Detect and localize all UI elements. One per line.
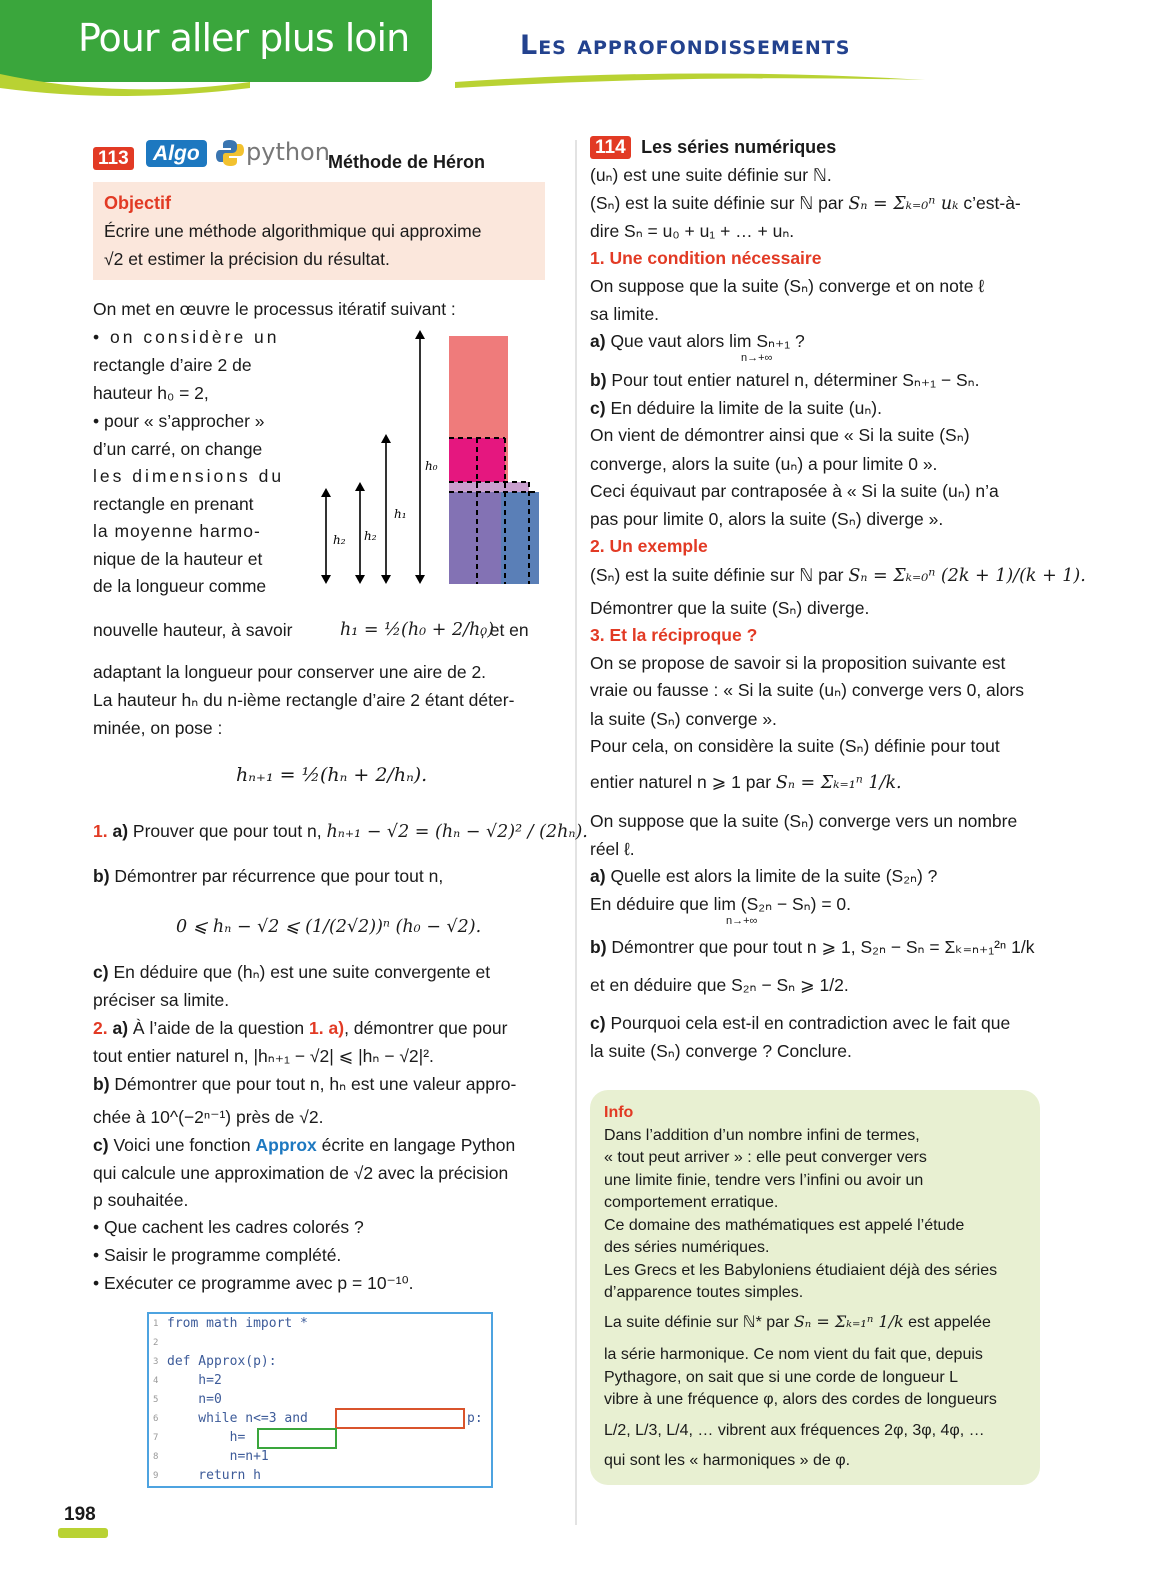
info-line-10: la série harmonique. Ce nom vient du fait que, depuis	[604, 1346, 983, 1363]
q3c-line-1: c) Pourquoi cela est-il en contradiction avec le fait que	[590, 1013, 1011, 1033]
ex114-line-2: (Sₙ) est la suite définie sur ℕ par Sₙ = Σₖ₌₀ⁿ uₖ c’est-à-	[590, 193, 1021, 214]
bullet-2-line-4: rectangle en prenant	[93, 494, 254, 514]
bullet-2-line-5: la moyenne harmo-	[93, 521, 261, 541]
q2c-line-3: p souhaitée.	[93, 1190, 189, 1210]
bullet-2-line-1: • pour « s’approcher »	[93, 411, 265, 431]
label-h2a: h₂	[364, 529, 377, 543]
q1c-line-1: c) En déduire que (hₙ) est une suite convergente et	[93, 962, 491, 982]
info-line-11: Pythagore, on sait que si une corde de longueur L	[604, 1368, 959, 1386]
ex113-header	[93, 148, 134, 170]
q3a-line-1: a) Quelle est alors la limite de la suite (S₂ₙ) ?	[590, 866, 938, 886]
s2-line-1: (Sₙ) est la suite définie sur ℕ par Sₙ = Σₖ₌₀ⁿ (2k + 1)/(k + 1).	[590, 565, 1086, 586]
ex114-header	[590, 137, 836, 159]
q2a-line-2: tout entier naturel n, |hₙ₊₁ − √2| ⩽ |hₙ − √2|².	[93, 1046, 434, 1066]
p1-line-1: On vient de démontrer ainsi que « Si la suite (Sₙ)	[590, 425, 970, 445]
algo-badge-label: Algo	[146, 140, 207, 167]
p1-line-2: converge, alors la suite (uₙ) a pour limite 0 ».	[590, 454, 938, 474]
q3b-line-2: et en déduire que S₂ₙ − Sₙ ⩾ 1/2.	[590, 975, 849, 995]
info-line-6: des séries numériques.	[604, 1239, 770, 1256]
q3c-line-2: la suite (Sₙ) converge ? Conclure.	[590, 1041, 852, 1061]
bullet-1-line-3: hauteur h₀ = 2,	[93, 383, 209, 403]
bullet-2-line-9: adaptant la longueur pour conserver une aire de 2.	[93, 662, 487, 682]
q1c-line-2: préciser sa limite.	[93, 990, 230, 1010]
info-line-7: Les Grecs et les Babyloniens étudiaient déjà des séries	[604, 1261, 998, 1279]
bullet-2-line-8-end: , et en	[480, 620, 529, 640]
exercise-number: 114	[590, 136, 631, 159]
ex113-intro: On met en œuvre le processus itératif suivant :	[93, 299, 456, 319]
bullet-2-line-2: d’un carré, on change	[93, 439, 263, 459]
bullet-1-line-2: rectangle d’aire 2 de	[93, 355, 252, 375]
header-swoosh	[0, 74, 250, 100]
para-2-line-2: minée, on pose :	[93, 718, 223, 738]
python-logo-icon	[216, 138, 244, 168]
code-line-4: h=2	[167, 1373, 222, 1388]
info-line-5: Ce domaine des mathématiques est appelé l’étude	[604, 1216, 965, 1234]
exercise-number: 113	[93, 147, 134, 170]
section-3-title: 3. Et la réciproque ?	[590, 625, 758, 645]
code-line-3: def Approx(p):	[167, 1354, 277, 1369]
p2-line-1: Ceci équivaut par contraposée à « Si la suite (uₙ) n’a	[590, 481, 999, 501]
s1-line-2: sa limite.	[590, 304, 660, 324]
section-title: Les approfondissements	[520, 30, 851, 61]
header-tab-title: Pour aller plus loin	[78, 16, 410, 60]
python-code-box: 1 2 3 4 5 6 7 8 9 from math import * def Approx(p): h=2 n=0 while n<=3 and p: h= n=n+1 return h	[147, 1312, 493, 1488]
code-line-8: n=n+1	[167, 1449, 269, 1464]
bullet-2-line-7: de la longueur comme	[93, 576, 267, 596]
s3-line-1: On se propose de savoir si la proposition suivante est	[590, 653, 1006, 673]
ex114-line-1: (uₙ) est une suite définie sur ℕ.	[590, 165, 832, 185]
orange-blank-box[interactable]	[335, 1408, 465, 1429]
p2-line-2: pas pour limite 0, alors la suite (Sₙ) diverge ».	[590, 509, 944, 529]
q3a-limit-sub: n→+∞	[726, 915, 758, 927]
algo-badge	[146, 142, 207, 166]
objective-line-2: √2 et estimer la précision du résultat.	[104, 249, 390, 269]
info-line-3: une limite finie, tendre vers l’infini ou avoir un	[604, 1171, 924, 1189]
q2c-line-1: c) Voici une fonction Approx écrite en langage Python	[93, 1135, 516, 1155]
q2c-line-2: qui calcule une approximation de √2 avec la précision	[93, 1163, 509, 1183]
ex114-line-3: dire Sₙ = u₀ + u₁ + … + uₙ.	[590, 221, 795, 241]
s3-line-6: On suppose que la suite (Sₙ) converge vers un nombre	[590, 811, 1018, 831]
info-line-1: Dans l’addition d’un nombre infini de termes,	[604, 1126, 920, 1144]
label-h2b: h₂	[333, 533, 346, 547]
section-underline	[455, 66, 925, 90]
info-line-8: d’apparence toutes simples.	[604, 1284, 804, 1301]
s3-line-4: Pour cela, on considère la suite (Sₙ) définie pour tout	[590, 736, 1000, 756]
bullet-2-line-3: les dimensions du	[93, 466, 285, 486]
para-2-line-1: La hauteur hₙ du n-ième rectangle d’aire 2 étant déter-	[93, 690, 515, 710]
info-content	[604, 1102, 1034, 1473]
s3-line-7: réel ℓ.	[590, 839, 635, 859]
green-blank-box[interactable]	[257, 1428, 337, 1449]
page-number-mark	[58, 1528, 108, 1538]
bullet-2-line-6: nique de la hauteur et	[93, 549, 263, 569]
rectangles-figure	[318, 330, 544, 586]
bullet-2-line-8: nouvelle hauteur, à savoir	[93, 620, 293, 640]
q3b-line-1: b) Démontrer que pour tout n ⩾ 1, S₂ₙ − Sₙ = Σₖ₌ₙ₊₁²ⁿ 1/k	[590, 937, 1035, 957]
q1a: 1. a) Prouver que pour tout n, hₙ₊₁ − √2 = (hₙ − √2)² / (2hₙ).	[93, 821, 588, 842]
section-2-title: 2. Un exemple	[590, 536, 708, 556]
q1b: b) Démontrer par récurrence que pour tout n,	[93, 866, 444, 886]
code-line-6: while n<=3 and	[167, 1411, 316, 1426]
info-line-13: L/2, L/3, L/4, … vibrent aux fréquences 2φ, 3φ, 4φ, …	[604, 1421, 985, 1439]
s3-line-5: entier naturel n ⩾ 1 par Sₙ = Σₖ₌₁ⁿ 1/k.	[590, 772, 902, 793]
code-line-5: n=0	[167, 1392, 222, 1407]
info-line-9: La suite définie sur ℕ* par Sₙ = Σₖ₌₁ⁿ 1/k est appelée	[604, 1311, 991, 1331]
code-line-1: from math import *	[167, 1316, 308, 1331]
info-line-14: qui sont les « harmoniques » de φ.	[604, 1452, 851, 1469]
objective-line-1: Écrire une méthode algorithmique qui approxime	[104, 221, 482, 241]
q114b: b) Pour tout entier naturel n, déterminer Sₙ₊₁ − Sₙ.	[590, 370, 980, 390]
formula-recurrence: hₙ₊₁ = ½(hₙ + 2/hₙ).	[236, 764, 428, 786]
q2b-line-2: chée à 10^(−2ⁿ⁻¹) près de √2.	[93, 1107, 324, 1127]
task-3: • Exécuter ce programme avec p = 10⁻¹⁰.	[93, 1273, 414, 1293]
s1-line-1: On suppose que la suite (Sₙ) converge et on note ℓ	[590, 276, 984, 296]
q3a-line-2: En déduire que lim (S₂ₙ − Sₙ) = 0.	[590, 894, 852, 914]
info-line-2: « tout peut arriver » : elle peut converger vers	[604, 1149, 927, 1166]
q2a-line-1: 2. a) À l’aide de la question 1. a), démontrer que pour	[93, 1018, 508, 1038]
s3-line-2: vraie ou fausse : « Si la suite (uₙ) converge vers 0, alors	[590, 680, 1024, 700]
code-line-6-tail: p:	[467, 1411, 483, 1426]
bullet-1-line-1: • on considère un	[93, 327, 280, 347]
info-line-4: comportement erratique.	[604, 1194, 779, 1211]
q114a: a) Que vaut alors lim Sₙ₊₁ ?	[590, 331, 805, 351]
info-heading: Info	[604, 1104, 634, 1121]
code-line-7: h=	[167, 1430, 246, 1445]
label-h0: h₀	[425, 459, 438, 473]
code-line-9: return h	[167, 1468, 261, 1483]
s2-line-2: Démontrer que la suite (Sₙ) diverge.	[590, 598, 870, 618]
q114a-limit-sub: n→+∞	[741, 352, 773, 364]
formula-h1: h₁ = ½(h₀ + 2/h₀)	[340, 620, 495, 640]
python-wordmark: python	[246, 138, 330, 166]
info-line-12: vibre à une fréquence φ, alors des cordes de longueurs	[604, 1391, 997, 1408]
q114c: c) En déduire la limite de la suite (uₙ).	[590, 398, 882, 418]
q2b-line-1: b) Démontrer que pour tout n, hₙ est une valeur appro-	[93, 1074, 517, 1094]
task-2: • Saisir le programme complété.	[93, 1245, 342, 1265]
task-1: • Que cachent les cadres colorés ?	[93, 1217, 364, 1237]
ex113-title: Méthode de Héron	[328, 152, 486, 172]
formula-q1b: 0 ⩽ hₙ − √2 ⩽ (1/(2√2))ⁿ (h₀ − √2).	[176, 917, 482, 937]
page-number: 198	[64, 1504, 96, 1525]
objective-heading: Objectif	[104, 193, 172, 213]
ex114-title: Les séries numériques	[641, 137, 837, 157]
section-1-title: 1. Une condition nécessaire	[590, 248, 822, 268]
s3-line-3: la suite (Sₙ) converge ».	[590, 709, 777, 729]
label-h1: h₁	[394, 507, 407, 521]
